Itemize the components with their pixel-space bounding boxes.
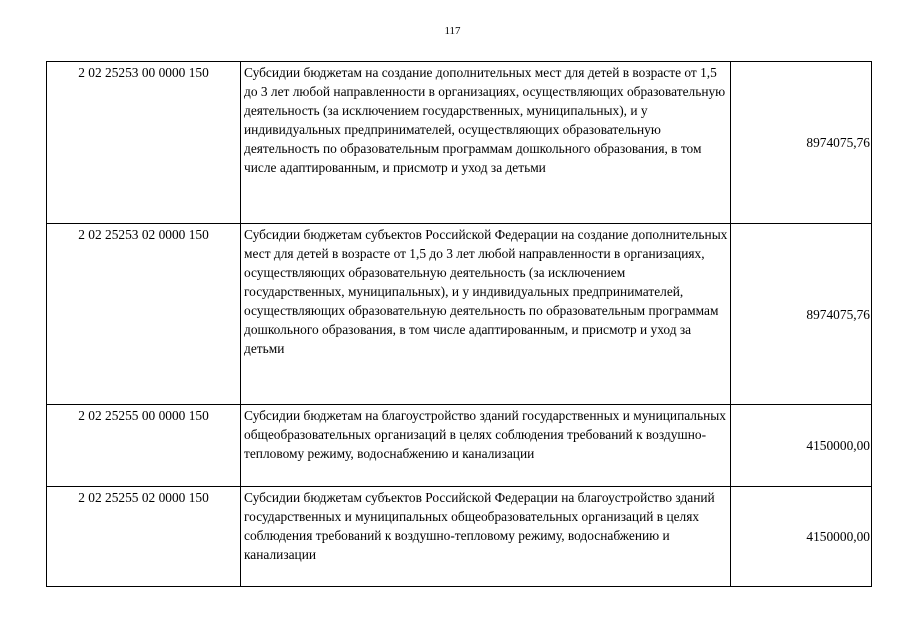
amount-cell: 4150000,00 [731, 487, 872, 587]
amount-cell: 8974075,76 [731, 224, 872, 405]
amount-cell: 8974075,76 [731, 62, 872, 224]
page-number: 117 [444, 25, 461, 37]
table-row [47, 224, 872, 405]
table-row [47, 487, 872, 587]
budget-code-cell: 2 02 25255 00 0000 150 [47, 405, 241, 487]
budget-code-cell: 2 02 25253 02 0000 150 [47, 224, 241, 405]
budget-revenue-table [46, 61, 872, 587]
amount-cell: 4150000,00 [731, 405, 872, 487]
budget-code-cell: 2 02 25253 00 0000 150 [47, 62, 241, 224]
budget-code-cell: 2 02 25255 02 0000 150 [47, 487, 241, 587]
table-row [47, 62, 872, 224]
table-row [47, 405, 872, 487]
description-cell: Субсидии бюджетам субъектов Российской Федерации на создание дополнительных мест для детей в возрасте от 1,5 до 3 лет любой направленности в организациях, осуществляющих образовательную деятельность (за исключением государственных, муниципальных), и у индивидуальных предпринимателей, осуществляющих образовательную деятельность по образовательным программам дошкольного образования, в том числе адаптированным, и присмотр и уход за детьми [241, 224, 731, 405]
description-cell: Субсидии бюджетам на благоустройство зданий государственных и муниципальных общеобразовательных организаций в целях соблюдения требований к воздушно-тепловому режиму, водоснабжению и канализации [241, 405, 731, 487]
description-cell: Субсидии бюджетам на создание дополнительных мест для детей в возрасте от 1,5 до 3 лет любой направленности в организациях, осуществляющих образовательную деятельность (за исключением государственных, муниципальных), и у индивидуальных предпринимателей, осуществляющих образовательную деятельность по образовательным программам дошкольного образования, в том числе адаптированным, и присмотр и уход за детьми [241, 62, 731, 224]
description-cell: Субсидии бюджетам субъектов Российской Федерации на благоустройство зданий государственных и муниципальных общеобразовательных организаций в целях соблюдения требований к воздушно-тепловому режиму, водоснабжению и канализации [241, 487, 731, 587]
